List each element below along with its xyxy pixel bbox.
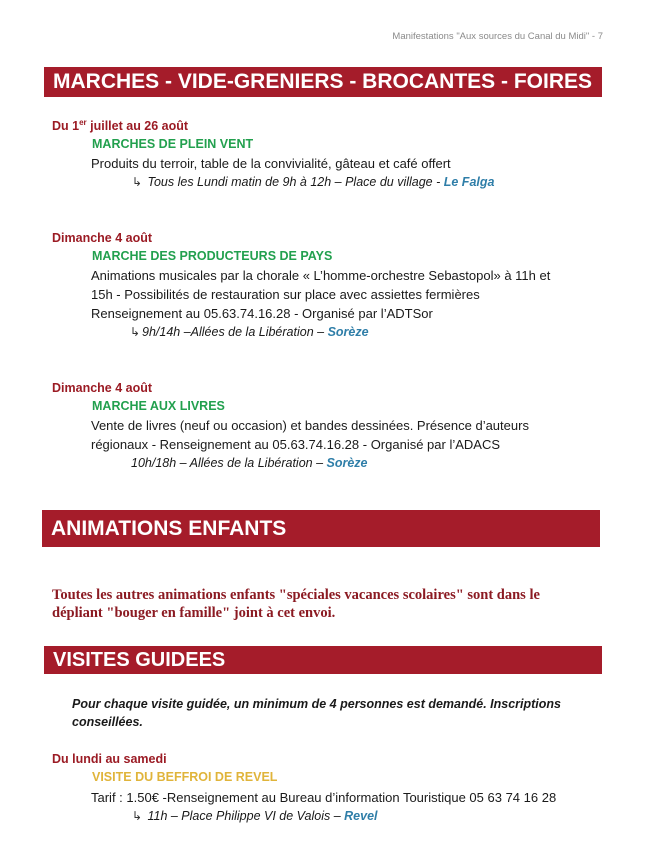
event-title: MARCHE AUX LIVRES — [92, 399, 225, 413]
section-heading-text: VISITES GUIDEES — [53, 649, 226, 671]
section-heading-enfants — [42, 510, 600, 547]
event-info: ↳ Tous les Lundi matin de 9h à 12h – Place du village - Le Falga — [132, 175, 495, 189]
event-description: Tarif : 1.50€ -Renseignement au Bureau d’information Touristique 05 63 74 16 28 — [91, 790, 557, 805]
event-description-line: Vente de livres (neuf ou occasion) et bandes dessinées. Présence d’auteurs — [91, 418, 529, 433]
event-place: Le Falga — [443, 175, 495, 189]
running-header: Manifestations "Aux sources du Canal du Midi" - 7 — [392, 31, 603, 42]
section-heading-visites — [44, 646, 602, 674]
event-description: Produits du terroir, table de la convivialité, gâteau et café offert — [91, 156, 451, 171]
event-place: Revel — [344, 809, 378, 823]
event-description-line: Renseignement au 05.63.74.16.28 - Organisé par l’ADTSor — [91, 306, 433, 321]
event-date: Dimanche 4 août — [52, 381, 153, 395]
event-date: Du lundi au samedi — [52, 752, 167, 766]
info-note-line: Toutes les autres animations enfants "spéciales vacances scolaires" sont dans le — [52, 587, 540, 603]
event-title: MARCHE DES PRODUCTEURS DE PAYS — [92, 249, 333, 263]
section-heading-text: ANIMATIONS ENFANTS — [51, 517, 287, 540]
event-place: Sorèze — [327, 325, 369, 339]
event-description-line: Animations musicales par la chorale « L’homme-orchestre Sebastopol» à 11h et — [91, 268, 551, 283]
hand-pointer-icon: ↳ — [132, 809, 143, 823]
info-note-line: dépliant "bouger en famille" joint à cet envoi. — [52, 605, 336, 621]
info-note-line: conseillées. — [72, 715, 143, 729]
hand-pointer-icon: ↳ — [130, 325, 141, 339]
event-info: 10h/18h – Allées de la Libération – Sorèze — [131, 456, 368, 470]
event-description-line: 15h - Possibilités de restauration sur place avec assiettes fermières — [91, 287, 480, 302]
section-heading-text: MARCHES - VIDE-GRENIERS - BROCANTES - FOIRES — [53, 70, 593, 93]
hand-pointer-icon: ↳ — [132, 175, 143, 189]
event-title: VISITE DU BEFFROI DE REVEL — [92, 770, 278, 784]
info-note-line: Pour chaque visite guidée, un minimum de 4 personnes est demandé. Inscriptions — [72, 697, 562, 711]
event-place: Sorèze — [326, 456, 368, 470]
event-description-line: régionaux - Renseignement au 05.63.74.16.28 - Organisé par l’ADACS — [91, 437, 501, 452]
event-date: Du 1er juillet au 26 août — [52, 118, 189, 134]
section-heading-marches — [44, 67, 602, 97]
event-date: Dimanche 4 août — [52, 231, 153, 245]
event-info: ↳ 9h/14h –Allées de la Libération – Sorèze — [130, 325, 369, 339]
event-info: ↳ 11h – Place Philippe VI de Valois – Revel — [132, 809, 378, 823]
event-title: MARCHES DE PLEIN VENT — [92, 137, 254, 151]
